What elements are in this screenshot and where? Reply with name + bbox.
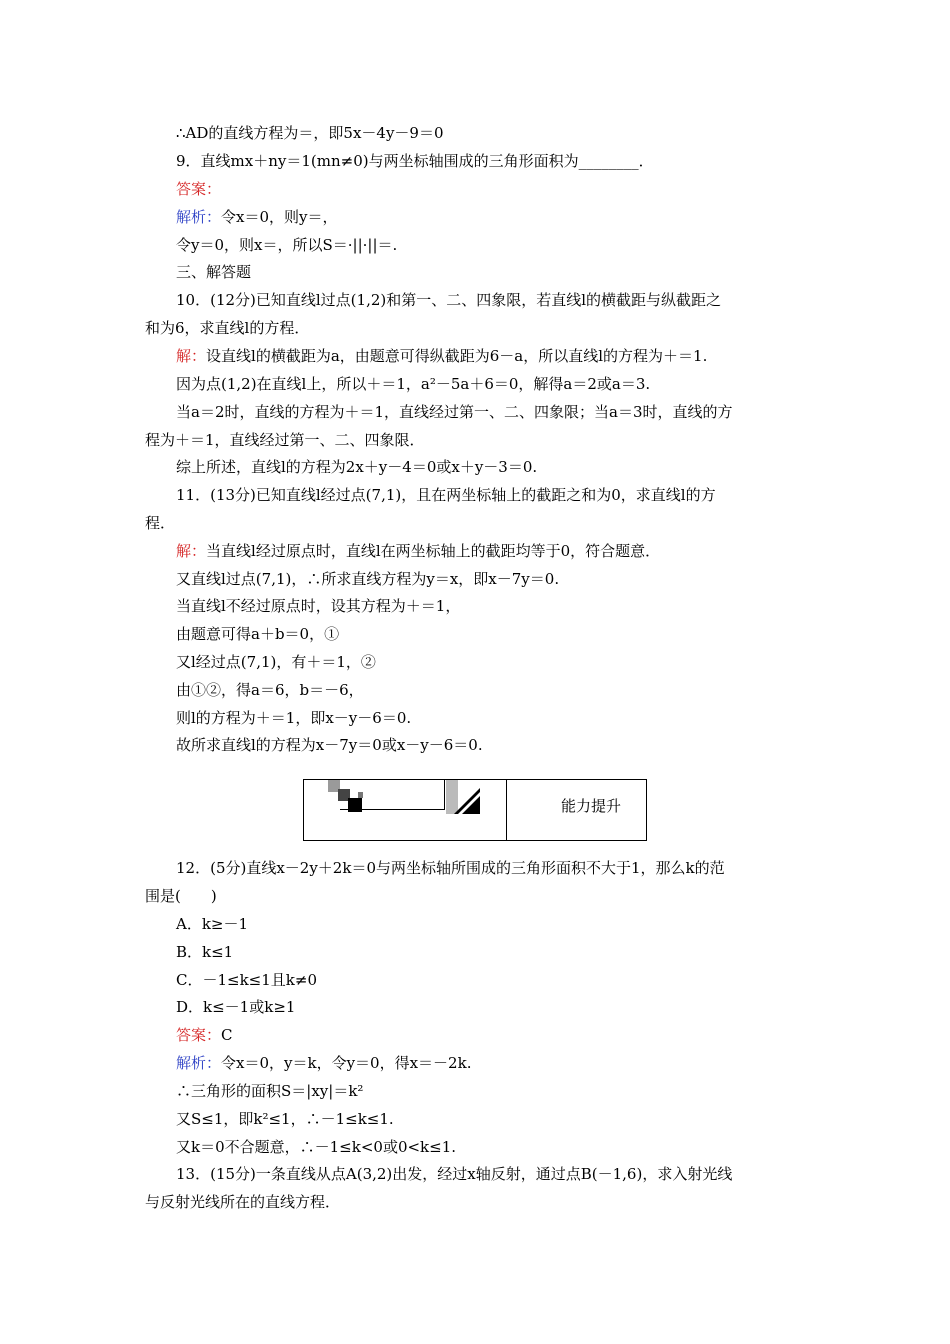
option-d: D．k≤－1或k≥1 — [176, 998, 296, 1016]
text-line: ∴三角形的面积S＝|xy|＝k² — [176, 1082, 364, 1100]
solution-line: 解：设直线l的横截距为a，由题意可得纵截距为6－a，所以直线l的方程为＋＝1. — [176, 347, 708, 365]
question-9: 9．直线mx＋ny＝1(mn≠0)与两坐标轴围成的三角形面积为________． — [176, 152, 654, 170]
text-line: 综上所述，直线l的方程为2x＋y－4＝0或x＋y－3＝0. — [176, 458, 538, 476]
analysis-line: 解析：令x＝0，则y＝， — [176, 208, 338, 226]
question-13: 13．(15分)一条直线从点A(3,2)出发，经过x轴反射，通过点B(－1,6)，求入射光线 — [176, 1165, 733, 1183]
text-line: ∴AD的直线方程为＝，即5x－4y－9＝0 — [176, 124, 444, 142]
text-line: 则l的方程为＋＝1，即x－y－6＝0. — [176, 709, 412, 727]
text-line: 又S≤1，即k²≤1，∴－1≤k≤1. — [176, 1110, 394, 1128]
question-12-cont: 围是( ) — [145, 887, 217, 905]
text-line: 程为＋＝1，直线经过第一、二、四象限． — [145, 431, 425, 449]
solution-label: 解： — [176, 542, 207, 560]
question-11: 11．(13分)已知直线l经过点(7,1)，且在两坐标轴上的截距之和为0，求直线l的方 — [176, 486, 716, 504]
section-title: 能力提升 — [561, 797, 622, 815]
text-line: 令y＝0，则x＝，所以S＝·||·||＝. — [176, 236, 398, 254]
option-a: A．k≥－1 — [176, 915, 249, 933]
question-10-cont: 和为6，求直线l的方程． — [145, 319, 310, 337]
text-line: 由题意可得a＋b＝0，① — [176, 625, 340, 643]
text-line: 故所求直线l的方程为x－7y＝0或x－y－6＝0. — [176, 736, 483, 754]
option-c: C．－1≤k≤1且k≠0 — [176, 971, 317, 989]
solution-label: 解： — [176, 347, 207, 365]
text-line: 又直线l过点(7,1)，∴所求直线方程为y＝x，即x－7y＝0. — [176, 570, 560, 588]
question-11-cont: 程． — [145, 514, 176, 532]
text-line: 当a＝2时，直线的方程为＋＝1，直线经过第一、二、四象限；当a＝3时，直线的方 — [176, 403, 733, 421]
text-line: 又l经过点(7,1)，有＋＝1，② — [176, 653, 376, 671]
question-13-cont: 与反射光线所在的直线方程． — [145, 1193, 341, 1211]
question-12: 12．(5分)直线x－2y＋2k＝0与两坐标轴所围成的三角形面积不大于1，那么k的范 — [176, 859, 725, 877]
section-heading: 三、解答题 — [176, 263, 252, 281]
banner-corner-icon — [446, 780, 482, 814]
answer-label: 答案： — [176, 1026, 222, 1044]
solution-line: 解：当直线l经过原点时，直线l在两坐标轴上的截距均等于0，符合题意． — [176, 542, 661, 560]
text-line: 由①②，得a＝6，b＝－6， — [176, 681, 364, 699]
section-banner-divider — [506, 779, 507, 841]
banner-squares-icon — [328, 780, 368, 814]
answer-label: 答案： — [176, 180, 222, 198]
option-b: B．k≤1 — [176, 943, 234, 961]
answer-line: 答案：C — [176, 1026, 233, 1044]
analysis-line: 解析：令x＝0，y＝k，令y＝0，得x＝－2k. — [176, 1054, 472, 1072]
analysis-label: 解析： — [176, 208, 222, 226]
analysis-label: 解析： — [176, 1054, 222, 1072]
text-line: 因为点(1,2)在直线l上，所以＋＝1，a²－5a＋6＝0，解得a＝2或a＝3. — [176, 375, 651, 393]
text-line: 又k＝0不合题意，∴－1≤k<0或0<k≤1. — [176, 1138, 457, 1156]
question-10: 10．(12分)已知直线l过点(1,2)和第一、二、四象限，若直线l的横截距与纵截距之 — [176, 291, 722, 309]
text-line: 当直线l不经过原点时，设其方程为＋＝1， — [176, 597, 461, 615]
answer-line — [176, 179, 221, 199]
